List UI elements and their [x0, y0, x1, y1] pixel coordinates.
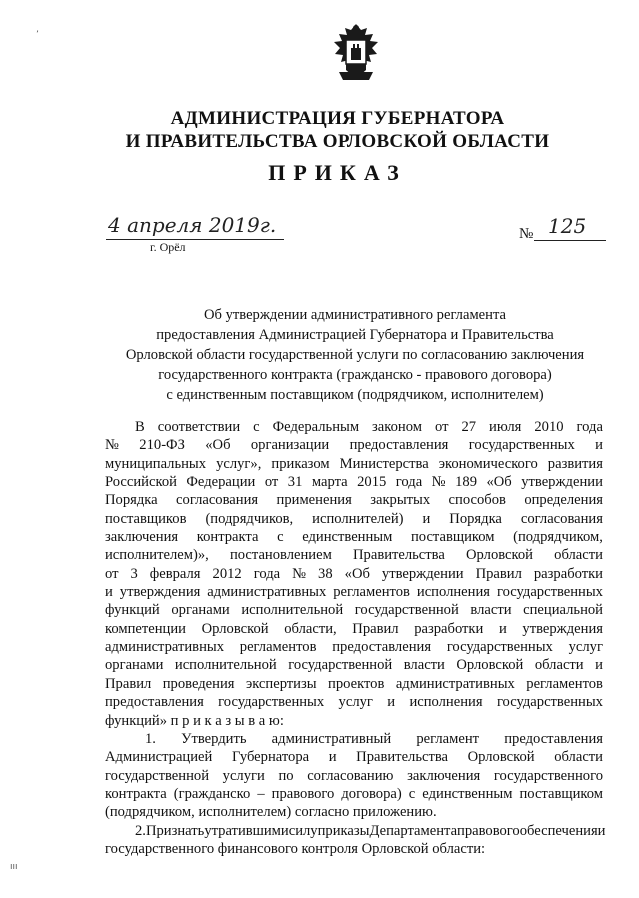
- body-word: административный: [271, 730, 392, 747]
- body-word: июля: [489, 419, 522, 435]
- body-word: от: [264, 474, 279, 491]
- body-word: органами: [171, 602, 230, 619]
- city-label: г. Орёл: [150, 240, 186, 254]
- body-word: способов: [448, 492, 506, 509]
- body-text-line: [105, 693, 603, 711]
- body-text-line: [105, 730, 603, 748]
- margin-mark-bottom: ııı: [10, 862, 18, 872]
- body-word: административных: [395, 675, 515, 692]
- body-line-text: (подрядчиком, исполнителем) согласно приложению.: [105, 804, 437, 821]
- body-word: правового: [457, 822, 520, 839]
- body-word: года: [253, 565, 281, 582]
- body-word: определения: [524, 492, 603, 509]
- body-word: Министерства: [339, 455, 429, 472]
- body-word: функций: [105, 602, 160, 619]
- body-word: №: [292, 565, 307, 582]
- body-word: Департамента: [369, 822, 458, 839]
- body-word: силу: [288, 822, 318, 839]
- body-word: утверждения: [522, 620, 603, 637]
- body-word: утверждении: [381, 565, 464, 582]
- body-word: 2.: [135, 822, 146, 839]
- body-word: единственным: [302, 529, 393, 546]
- subject-line: Орловской области государственной услуги по согласованию заключения: [125, 347, 585, 363]
- coat-of-arms-emblem: [331, 22, 381, 84]
- body-word: области: [554, 547, 603, 564]
- body-word: соответствии: [157, 419, 241, 435]
- body-word: и: [498, 620, 507, 637]
- body-word: Администрацией: [105, 749, 213, 766]
- body-word: Губернатора: [231, 749, 310, 766]
- handwritten-number: 125: [548, 214, 587, 238]
- subject-line: предоставления Администрацией Губернатора и Правительства: [156, 327, 554, 343]
- body-text-line: [105, 546, 603, 564]
- body-word: единственным: [422, 785, 513, 802]
- body-word: и: [387, 694, 396, 711]
- body-word: В: [135, 419, 145, 435]
- body-word: государственных: [468, 437, 575, 454]
- body-word: и: [105, 584, 113, 601]
- body-word: договора): [341, 785, 402, 802]
- number-underline: [534, 240, 606, 241]
- body-word: Федерации: [186, 474, 256, 491]
- body-word: с: [277, 529, 284, 546]
- body-word: проведения: [162, 675, 235, 692]
- body-word: Порядка: [449, 510, 502, 527]
- body-word: приказом: [271, 455, 330, 472]
- body-word: Правительства: [353, 547, 445, 564]
- body-word: услуг»,: [216, 455, 262, 472]
- body-word: «Об: [205, 437, 231, 454]
- body-text-line: [105, 638, 603, 656]
- body-word: области: [554, 749, 603, 766]
- body-word: исполнительной: [241, 602, 344, 619]
- body-word: по: [278, 767, 294, 784]
- body-word: развития: [547, 455, 603, 472]
- body-text-line: [105, 510, 603, 528]
- body-text-line: [105, 528, 603, 546]
- organization-name-line1: АДМИНИСТРАЦИЯ ГУБЕРНАТОРА: [170, 108, 505, 129]
- body-text-line: [105, 418, 603, 436]
- body-word: и: [422, 510, 431, 527]
- body-word: исполнения: [416, 584, 490, 601]
- body-word: и: [595, 437, 603, 454]
- body-word: Признать: [145, 822, 205, 839]
- body-word: государственной: [288, 657, 393, 674]
- body-line-text: государственного финансового контроля Орловской области:: [105, 840, 486, 857]
- number-label: №: [519, 226, 534, 242]
- body-text-line: [105, 620, 603, 638]
- body-word: (подрядчиком,: [513, 529, 603, 546]
- body-text-line: [105, 455, 603, 473]
- body-text-line: [105, 767, 603, 785]
- body-word: регламент: [416, 730, 480, 747]
- organization-name-line2: И ПРАВИТЕЛЬСТВА ОРЛОВСКОЙ ОБЛАСТИ: [125, 131, 550, 152]
- body-word: Правительства: [356, 749, 449, 766]
- body-word: власти: [470, 602, 512, 619]
- body-word: правового: [271, 785, 335, 802]
- body-word: Утвердить: [181, 730, 247, 747]
- body-word: проектов: [328, 675, 385, 692]
- body-word: исполнительной: [174, 657, 277, 674]
- body-word: 189: [455, 474, 477, 491]
- body-word: –: [257, 785, 265, 802]
- body-word: административных: [207, 584, 327, 601]
- body-word: законом: [372, 419, 422, 435]
- body-word: применения: [276, 492, 352, 509]
- body-word: области: [534, 657, 584, 674]
- body-word: государственных: [446, 639, 553, 656]
- body-word: 31: [287, 474, 303, 491]
- body-word: с: [408, 785, 416, 802]
- body-word: закрытых: [370, 492, 431, 509]
- body-word: экспертизы: [245, 675, 317, 692]
- body-word: года: [576, 419, 603, 435]
- body-word: 1.: [145, 730, 156, 747]
- body-word: административных: [105, 639, 224, 656]
- body-word: услуг: [568, 639, 603, 656]
- body-word: исполнителей): [312, 510, 404, 527]
- body-text-line: [105, 785, 603, 803]
- body-word: 3: [130, 565, 138, 582]
- body-text-line: [105, 436, 603, 454]
- body-text-line: [105, 675, 603, 693]
- body-text-line: [105, 656, 603, 674]
- body-word: марта: [311, 474, 348, 491]
- body-word: власти: [403, 657, 445, 674]
- body-word: предоставления: [504, 730, 603, 747]
- body-word: Правил: [475, 565, 522, 582]
- body-word: государственной: [354, 602, 459, 619]
- document-type-title: ПРИКАЗ: [268, 160, 407, 185]
- body-word: (гражданско: [173, 785, 251, 802]
- body-word: государственных: [218, 694, 325, 711]
- body-word: утратившими: [204, 822, 289, 839]
- body-word: контракта: [196, 529, 259, 546]
- body-text-line: [105, 748, 603, 766]
- body-word: услуги: [222, 767, 265, 784]
- body-word: государственного: [493, 767, 603, 784]
- body-word: Орловской: [456, 657, 524, 674]
- body-text-line: [105, 601, 603, 619]
- body-word: государственных: [496, 584, 603, 601]
- body-word: и: [595, 657, 603, 674]
- body-word: 210-ФЗ: [139, 437, 185, 454]
- body-word: регламентов: [239, 639, 317, 656]
- body-word: Федеральным: [272, 419, 360, 435]
- body-word: специальной: [523, 602, 603, 619]
- body-text-line: [105, 840, 603, 858]
- body-word: согласования: [520, 510, 603, 527]
- body-word: утверждении: [521, 474, 603, 491]
- body-word: от: [105, 565, 119, 582]
- body-word: исполнителем)»,: [105, 547, 209, 564]
- body-word: №: [431, 474, 446, 491]
- body-text-line: [105, 473, 603, 491]
- body-word: утверждения: [119, 584, 201, 601]
- body-word: исполнения: [409, 694, 483, 711]
- body-word: органами: [105, 657, 164, 674]
- subject-line: Об утверждении административного регламента: [203, 307, 506, 323]
- body-word: Правил: [352, 620, 399, 637]
- body-word: согласованию: [307, 767, 394, 784]
- body-text-line: [105, 803, 603, 821]
- body-word: №: [105, 437, 119, 454]
- body-text-line: [105, 491, 603, 509]
- body-word: приказы: [317, 822, 370, 839]
- body-word: 2012: [212, 565, 242, 582]
- body-word: Российской: [105, 474, 177, 491]
- body-word: государственных: [496, 694, 603, 711]
- body-word: (подрядчиков,: [205, 510, 294, 527]
- date-underline: [106, 239, 284, 240]
- body-word: поставщиков: [105, 510, 187, 527]
- document-body: [105, 418, 606, 858]
- body-word: обеспечения: [519, 822, 598, 839]
- body-word: «Об: [344, 565, 370, 582]
- body-word: 27: [461, 419, 477, 435]
- body-word: Правил: [105, 675, 152, 692]
- body-word: государственной: [105, 767, 210, 784]
- subject-line: государственного контракта (гражданско - правового договора): [158, 367, 552, 383]
- body-word: 2010: [534, 419, 564, 435]
- body-word: и: [597, 822, 606, 839]
- body-text-line: [105, 822, 606, 840]
- body-word: февраля: [149, 565, 201, 582]
- body-word: постановлением: [229, 547, 332, 564]
- body-word: регламентов: [333, 584, 410, 601]
- document-subject: [105, 305, 605, 405]
- handwritten-date: 4 апреля 2019г.: [108, 213, 277, 237]
- body-word: контракта: [105, 785, 167, 802]
- body-word: Орловской: [467, 749, 535, 766]
- body-word: 38: [318, 565, 333, 582]
- body-word: муниципальных: [105, 455, 207, 472]
- body-word: Орловской: [201, 620, 269, 637]
- body-word: от: [434, 419, 449, 435]
- body-word: поставщиком: [519, 785, 603, 802]
- body-word: и: [328, 749, 337, 766]
- body-word: разработки: [533, 565, 603, 582]
- body-word: регламентов: [526, 675, 603, 692]
- body-word: предоставления: [332, 639, 432, 656]
- body-line-text: функций» п р и к а з ы в а ю:: [105, 712, 284, 729]
- body-word: Порядка: [105, 492, 158, 509]
- body-word: заключения: [105, 529, 179, 546]
- margin-mark-top: ’: [36, 30, 39, 40]
- body-text-line: [105, 565, 603, 583]
- body-text-line: [105, 712, 603, 730]
- body-word: Орловской: [466, 547, 533, 564]
- body-word: разработки: [414, 620, 484, 637]
- body-word: согласования: [176, 492, 259, 509]
- body-word: с: [253, 419, 260, 435]
- body-word: года: [395, 474, 423, 491]
- body-word: предоставления: [105, 694, 204, 711]
- body-word: организации: [250, 437, 330, 454]
- body-word: «Об: [486, 474, 512, 491]
- body-word: экономического: [438, 455, 538, 472]
- body-word: компетенции: [105, 620, 186, 637]
- body-text-line: [105, 583, 603, 601]
- body-word: услуг: [338, 694, 373, 711]
- body-word: предоставления: [349, 437, 449, 454]
- body-word: 2015: [357, 474, 387, 491]
- body-word: поставщиком: [410, 529, 495, 546]
- body-word: области,: [284, 620, 337, 637]
- subject-line: с единственным поставщиком (подрядчиком, исполнителем): [166, 387, 544, 403]
- body-word: заключения: [407, 767, 481, 784]
